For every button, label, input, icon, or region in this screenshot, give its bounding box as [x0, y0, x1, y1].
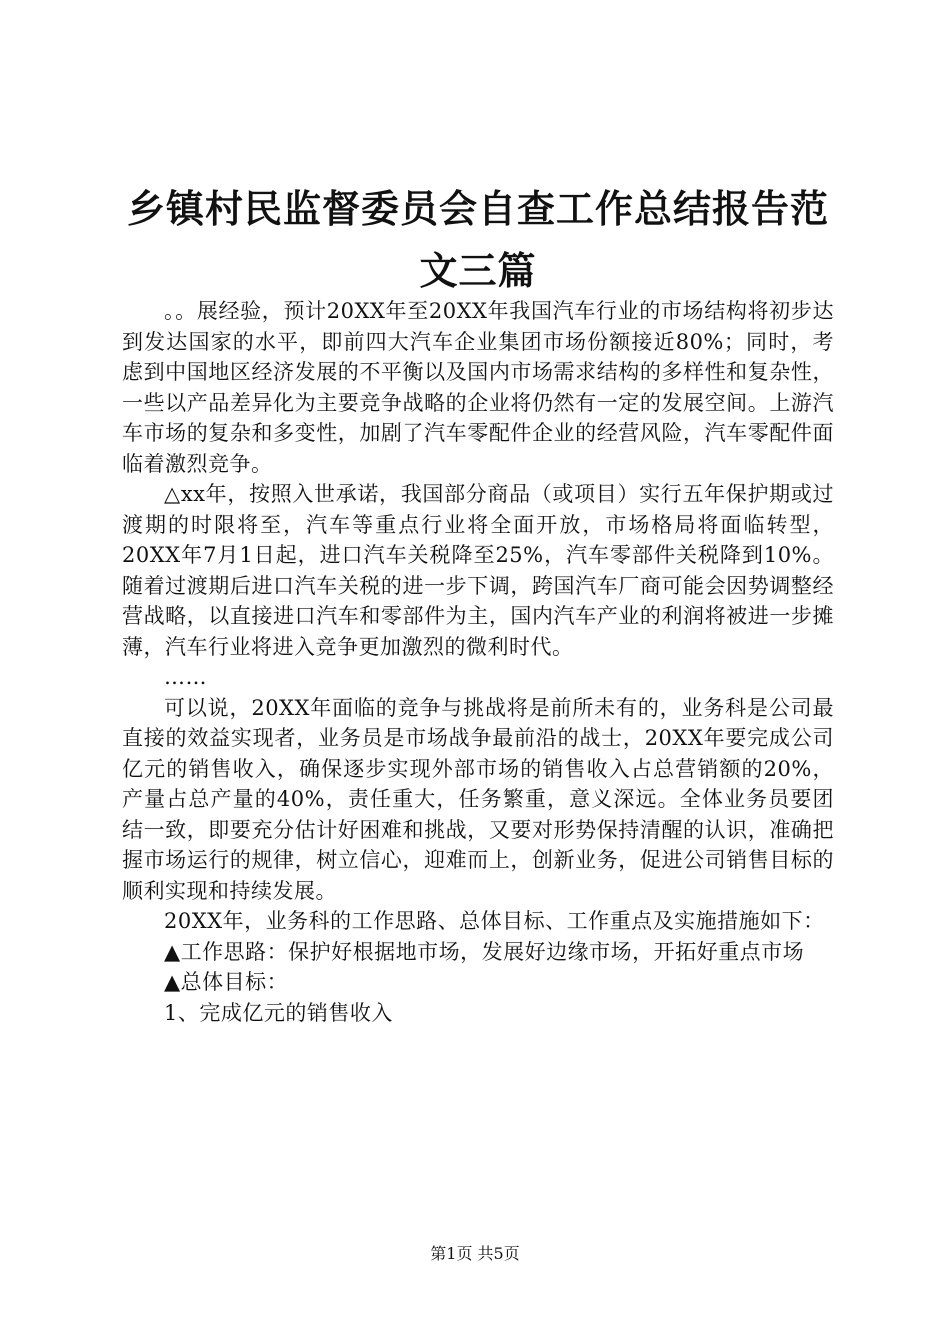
paragraph: △xx年，按照入世承诺，我国部分商品（或项目）实行五年保护期或过渡期的时限将至，汽车等重点行业将全面开放，市场格局将面临转型，20XX年7月1日起，进口汽车关税降至25%，汽车零部件关税降到10%。随着过渡期后进口汽车关税的进一步下调，跨国汽车厂商可能会因势调整经营战略，以直接进口汽车和零部件为主，国内汽车产业的利润将被进一步摊薄，汽车行业将进入竞争更加激烈的微利时代。	[122, 482, 834, 659]
ellipsis-paragraph: ……	[164, 665, 207, 689]
paragraph: 20XX年，业务科的工作思路、总体目标、工作重点及实施措施如下：	[164, 909, 825, 933]
overall-goal-heading: ▲总体目标：	[164, 970, 289, 994]
document-title: 乡镇村民监督委员会自查工作总结报告范文三篇	[126, 186, 829, 293]
goal-item: 1、完成亿元的销售收入	[164, 1000, 393, 1025]
paragraph: 。。展经验，预计20XX年至20XX年我国汽车行业的市场结构将初步达到发达国家的水平，即前四大汽车企业集团市场份额接近80%；同时，考虑到中国地区经济发展的不平衡以及国内市场需求结构的多样性和复杂性，一些以产品差异化为主要竞争战略的企业将仍然有一定的发展空间。上游汽车市场的复杂和多变性，加剧了汽车零配件企业的经营风险，汽车零配件面临着激烈竞争。	[122, 299, 834, 476]
document-body	[122, 296, 834, 1028]
work-approach-item: ▲工作思路：保护好根据地市场，发展好边缘市场，开拓好重点市场	[164, 939, 805, 964]
page-number-footer: 第1页 共5页	[430, 1244, 520, 1263]
paragraph: 可以说，20XX年面临的竞争与挑战将是前所未有的，业务科是公司最直接的效益实现者，业务员是市场战争最前沿的战士，20XX年要完成公司亿元的销售收入，确保逐步实现外部市场的销售收入占总营销额的20%，产量占总产量的40%，责任重大，任务繁重，意义深远。全体业务员要团结一致，即要充分估计好困难和挑战，又要对形势保持清醒的认识，准确把握市场运行的规律，树立信心，迎难而上，创新业务，促进公司销售目标的顺利实现和持续发展。	[122, 695, 834, 903]
